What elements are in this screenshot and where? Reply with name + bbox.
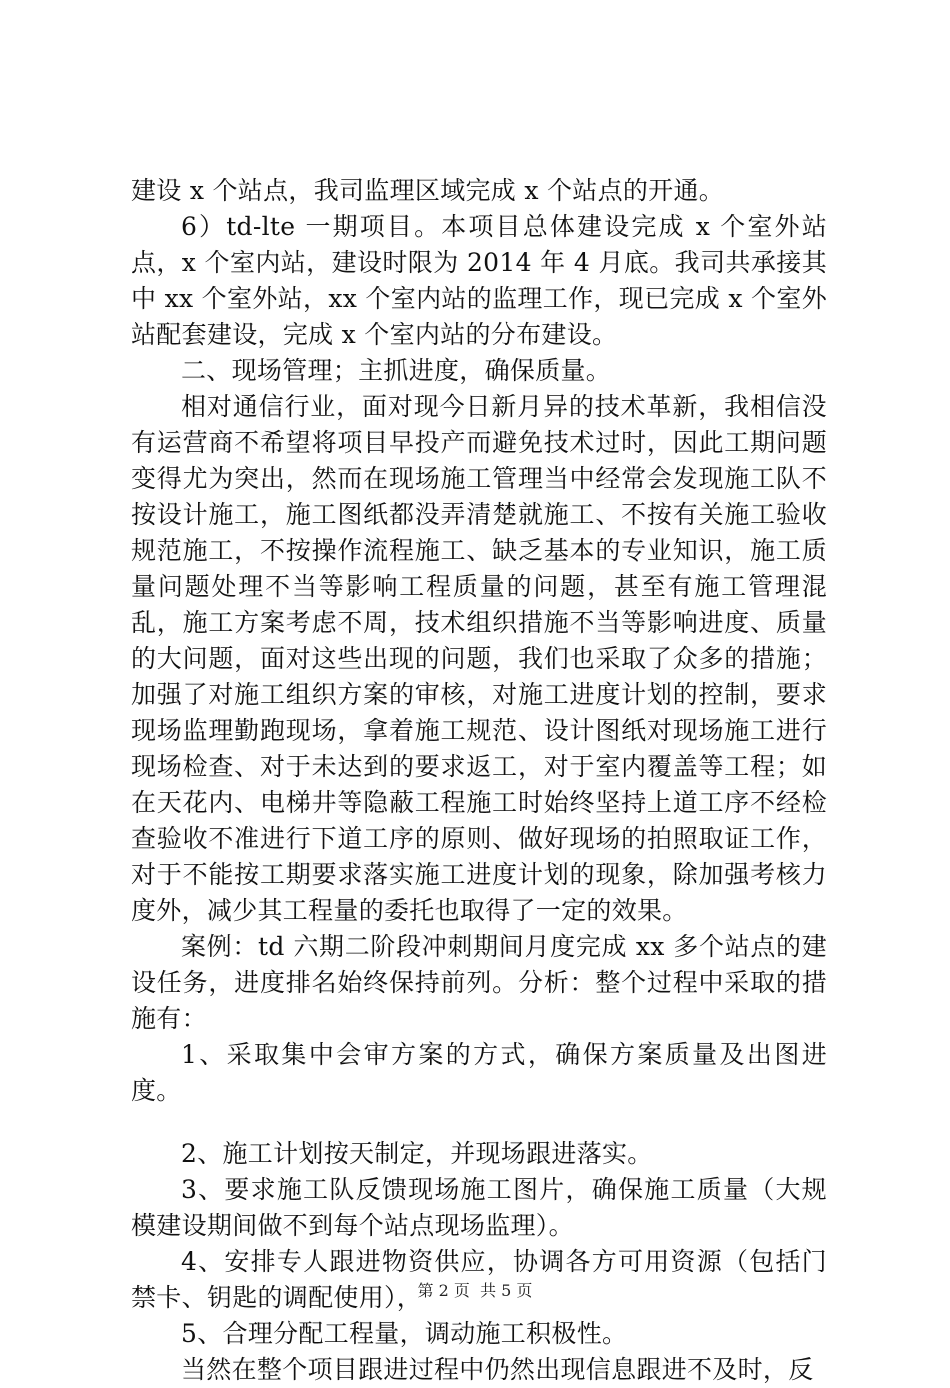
list-item-2: 2、施工计划按天制定，并现场跟进落实。 xyxy=(181,1139,653,1168)
page-footer: 第 2 页 共 5 页 xyxy=(417,1281,533,1300)
paragraph-case-study: 案例：td 六期二阶段冲刺期间月度完成 xx 多个站点的建设任务，进度排名始终保持前列。分析：整个过程中采取的措施有： xyxy=(131,932,827,1033)
list-item-5: 5、合理分配工程量，调动施工积极性。 xyxy=(181,1319,628,1348)
paragraph-site-management: 相对通信行业，面对现今日新月异的技术革新，我相信没有运营商不希望将项目早投产而避免技术过时，因此工期问题变得尤为突出，然而在现场施工管理当中经常会发现施工队不按设计施工，施工图纸都没弄清楚就施工、不按有关施工验收规范施工，不按操作流程施工、缺乏基本的专业知识，施工质量问题处理不当等影响工程质量的问题，甚至有施工管理混乱，施工方案考虑不周，技术组织措施不当等影响进度、质量的大问题，面对这些出现的问题，我们也采取了众多的措施；加强了对施工组织方案的审核，对施工进度计划的控制，要求现场监理勤跑现场，拿着施工规范、设计图纸对现场施工进行现场检查、对于未达到的要求返工，对于室内覆盖等工程；如在天花内、电梯井等隐蔽工程施工时始终坚持上道工序不经检查验收不准进行下道工序的原则、做好现场的拍照取证工作，对于不能按工期要求落实施工进度计划的现象，除加强考核力度外，减少其工程量的委托也取得了一定的效果。 xyxy=(131,392,827,925)
list-item-3: 3、要求施工队反馈现场施工图片，确保施工质量（大规模建设期间做不到每个站点现场监理）。 xyxy=(131,1175,827,1240)
list-item-4: 4、安排专人跟进物资供应，协调各方可用资源（包括门禁卡、钥匙的调配使用）， xyxy=(131,1247,827,1312)
paragraph-continuation: 建设 x 个站点，我司监理区域完成 x 个站点的开通。 xyxy=(131,176,725,205)
section-heading-site-management: 二、现场管理；主抓进度，确保质量。 xyxy=(181,356,612,385)
list-item-1: 1、采取集中会审方案的方式，确保方案质量及出图进度。 xyxy=(131,1040,827,1105)
document-body xyxy=(131,173,827,1388)
paragraph-closing: 当然在整个项目跟进过程中仍然出现信息跟进不及时，反 xyxy=(181,1355,814,1384)
paragraph-td-lte-project: 6）td-lte 一期项目。本项目总体建设完成 x 个室外站点，x 个室内站，建设时限为 2014 年 4 月底。我司共承接其中 xx 个室外站，xx 个室内站的监理工作，现已完成 x 个室外站配套建设，完成 x 个室内站的分布建设。 xyxy=(131,212,827,349)
